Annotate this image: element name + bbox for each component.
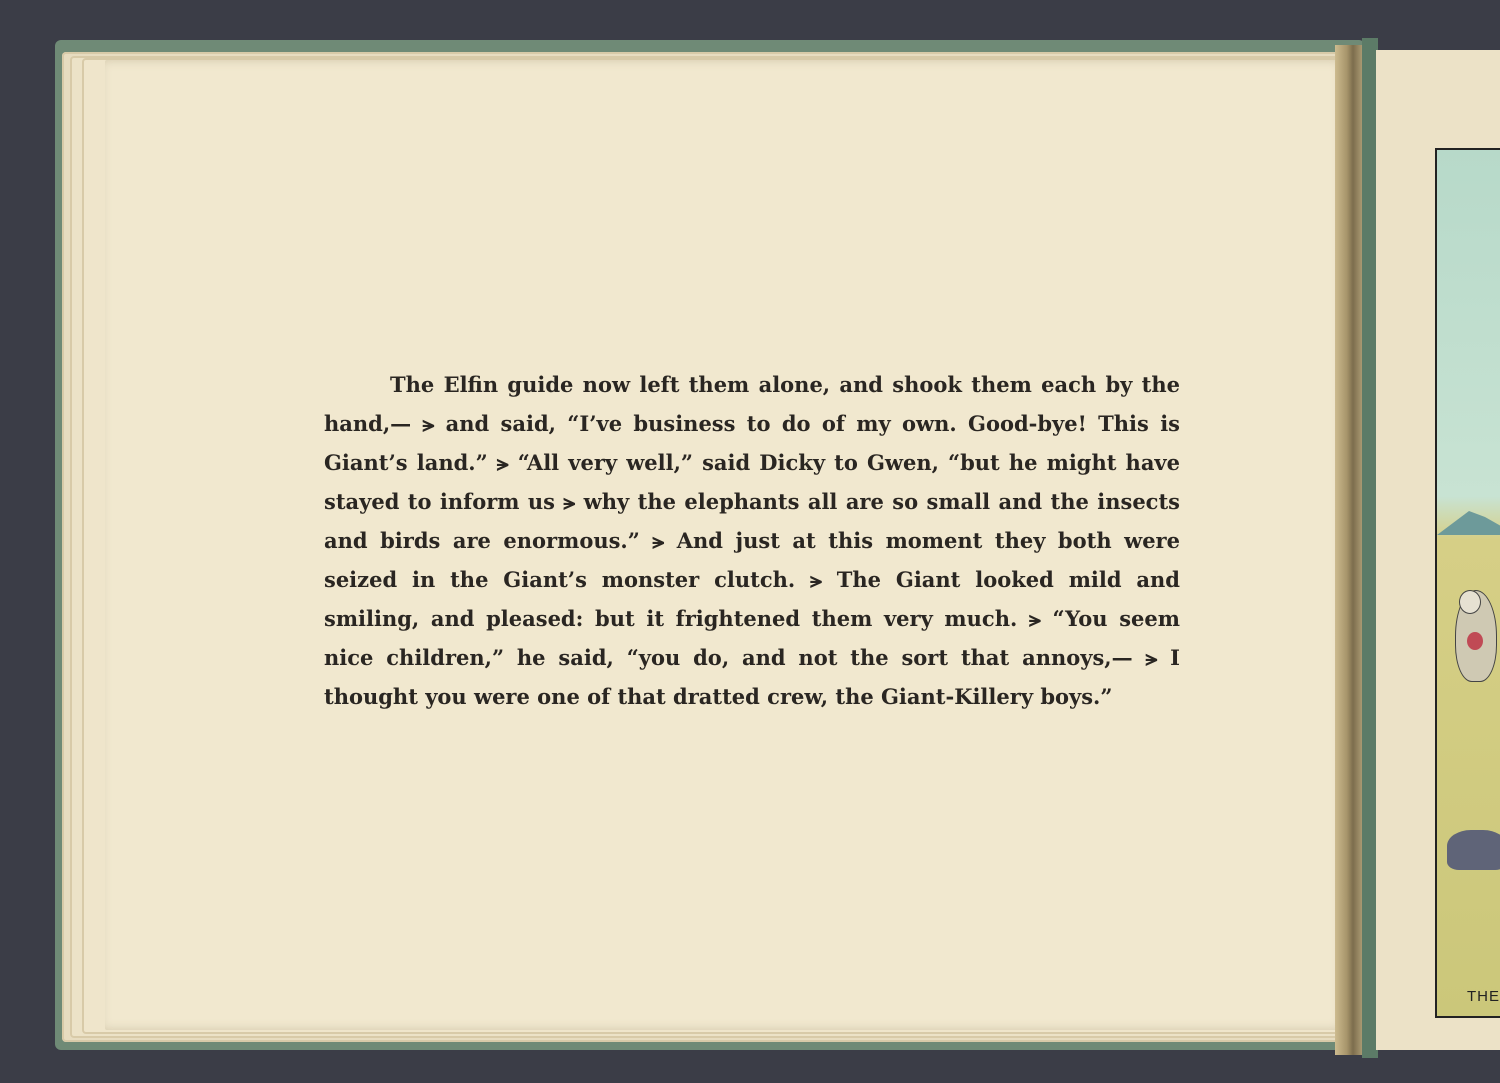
- animal-illustration: [1447, 830, 1500, 870]
- hill-shape: [1437, 505, 1500, 535]
- illustration: [1435, 148, 1500, 1018]
- illustration-caption: THE: [1467, 988, 1500, 1005]
- story-paragraph: The Elfin guide now left them alone, and shook them each by the hand,— ⪫ and said, “I’ve business to do of my own. Good-bye! This is Giant’s land.” ⪫ “All very well,” said Dicky to Gwen, “but he might have stayed to inform us ⪫ why the elephants all are so small and the insects and birds are enormous.” ⪫ And just at this moment they both were seized in the Giant’s monster clutch. ⪫ The Giant looked mild and smiling, and pleased: but it frightened them very much. ⪫ “You seem nice children,” he said, “you do, and not the sort that annoys,— ⪫ I thought you were one of that dratted crew, the Giant-Killery boys.”: [324, 372, 1180, 709]
- bird-breast: [1467, 632, 1483, 650]
- book-gutter: [1335, 45, 1365, 1055]
- bird-head: [1459, 590, 1481, 614]
